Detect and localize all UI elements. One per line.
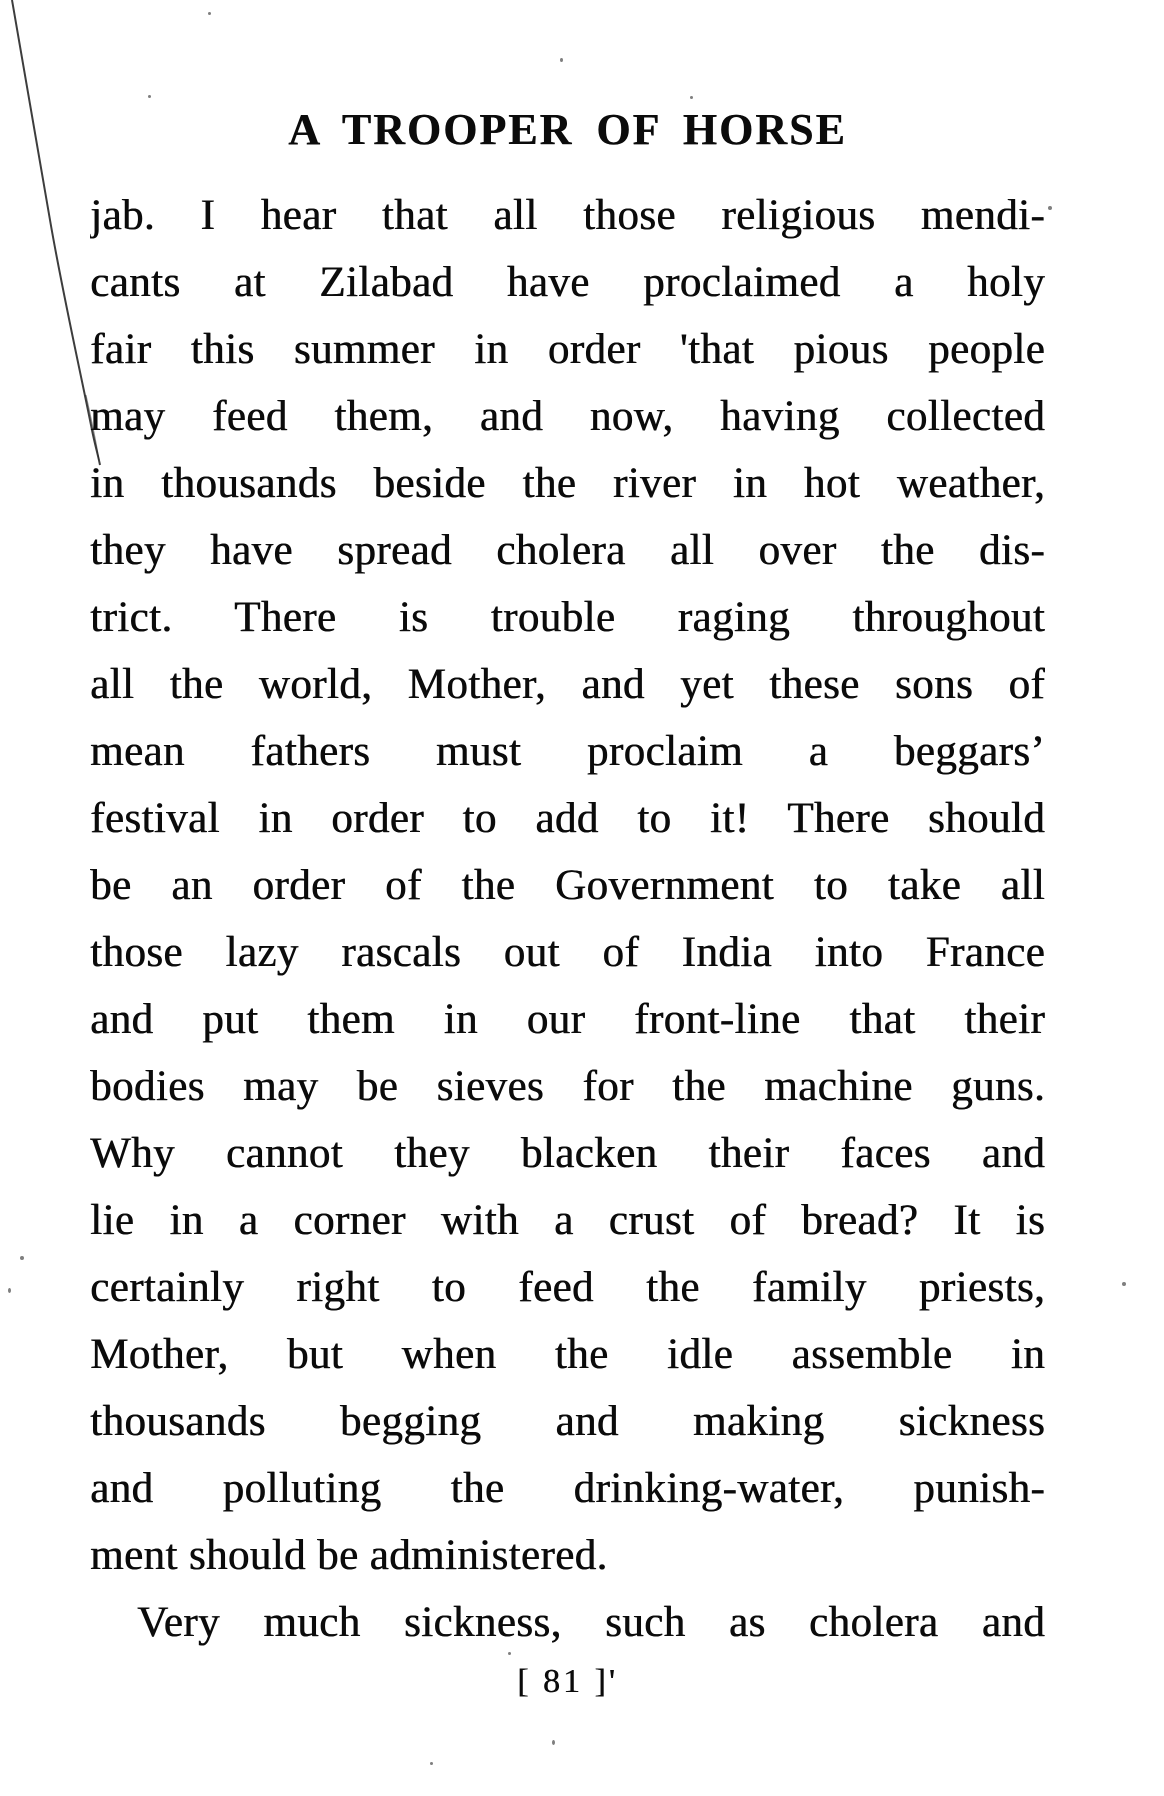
- text-line: they have spread cholera all over the dis-: [90, 527, 1045, 574]
- text-line: cants at Zilabad have proclaimed a holy: [90, 259, 1045, 306]
- text-line: and polluting the drinking-water, punish-: [90, 1465, 1045, 1512]
- ink-speck: [508, 1652, 511, 1655]
- ink-speck: [208, 12, 211, 15]
- text-line: jab. I hear that all those religious mendi-: [90, 192, 1045, 239]
- text-line: certainly right to feed the family priests,: [90, 1264, 1045, 1311]
- ink-speck: [552, 1740, 555, 1745]
- ink-speck: [148, 95, 151, 98]
- ink-speck: [430, 1762, 433, 1765]
- body-text-block: [90, 182, 1045, 1656]
- text-line: lie in a corner with a crust of bread? It is: [90, 1197, 1045, 1244]
- ink-speck: [8, 1288, 11, 1293]
- text-line: Why cannot they blacken their faces and: [90, 1130, 1045, 1177]
- text-line: fair this summer in order 'that pious people: [90, 326, 1045, 373]
- text-line: those lazy rascals out of India into France: [90, 929, 1045, 976]
- text-line: in thousands beside the river in hot weather,: [90, 460, 1045, 507]
- page-title: A TROOPER OF HORSE: [288, 105, 847, 154]
- text-line: Mother, but when the idle assemble in: [90, 1331, 1045, 1378]
- text-line: be an order of the Government to take all: [90, 862, 1045, 909]
- ink-speck: [1048, 206, 1052, 210]
- ink-speck: [20, 1256, 24, 1260]
- text-line: may feed them, and now, having collected: [90, 393, 1045, 440]
- text-line: ment should be administered.: [90, 1532, 608, 1579]
- page-number: [ 81 ]': [517, 1663, 618, 1700]
- text-line: trict. There is trouble raging throughout: [90, 594, 1045, 641]
- ink-speck: [1122, 1282, 1126, 1286]
- text-line: thousands begging and making sickness: [90, 1398, 1045, 1445]
- text-line: all the world, Mother, and yet these sons of: [90, 661, 1045, 708]
- text-line: Very much sickness, such as cholera and: [137, 1599, 1045, 1646]
- text-line: festival in order to add to it! There should: [90, 795, 1045, 842]
- ink-speck: [690, 96, 693, 99]
- text-line: bodies may be sieves for the machine guns.: [90, 1063, 1045, 1110]
- text-line: and put them in our front-line that their: [90, 996, 1045, 1043]
- ink-speck: [560, 58, 563, 62]
- text-line: mean fathers must proclaim a beggars’: [90, 728, 1045, 775]
